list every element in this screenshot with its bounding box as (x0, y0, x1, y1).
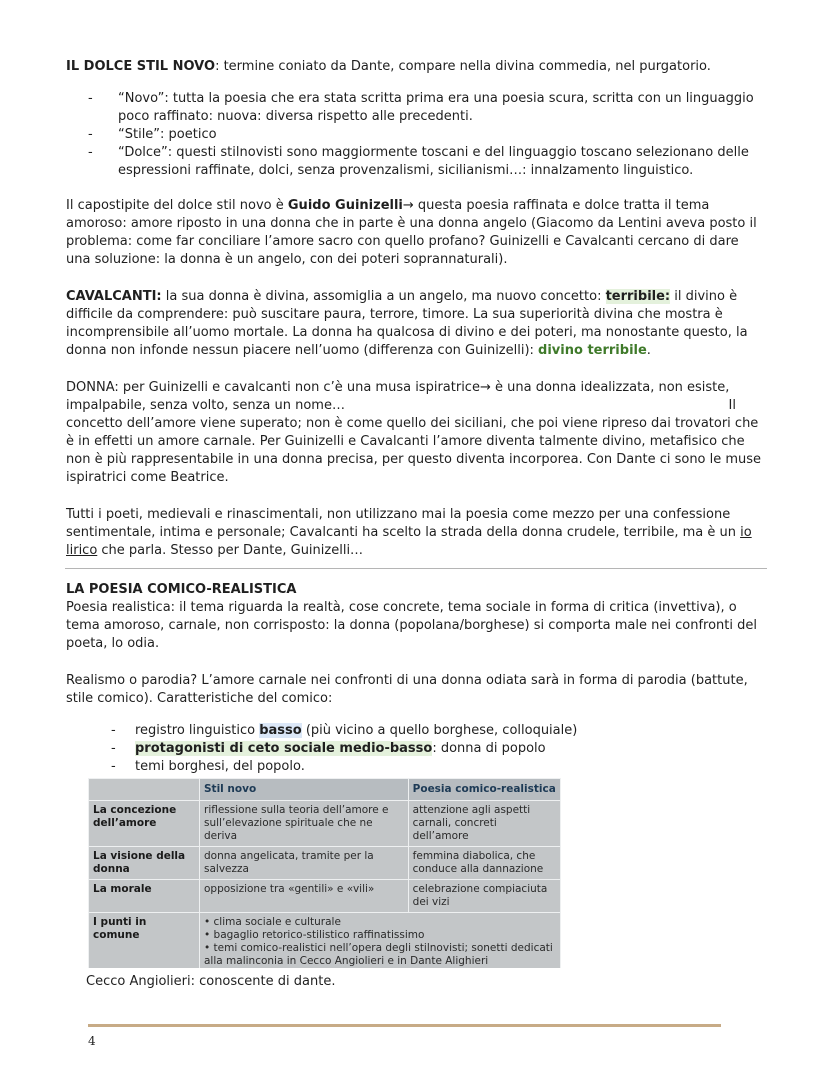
list-item: - “Stile”: poetico (66, 126, 766, 144)
stilnovo-definitions-list (66, 90, 766, 180)
section-dolce-stil-novo-intro: IL DOLCE STIL NOVO: termine coniato da Dante, compare nella divina commedia, nel purgatorio. (66, 59, 711, 74)
realismo-parodia-paragraph: Realismo o parodia? L’amore carnale nei confronti di una donna odiata sarà in forma di parodia (battute, stile comico). Caratteristiche del comico: (66, 673, 748, 706)
highlight-basso: basso (259, 723, 302, 738)
comparison-table (88, 778, 561, 968)
list-item: - protagonisti di ceto sociale medio-basso: donna di popolo (66, 740, 766, 758)
io-lirico-underlined: io lirico (66, 525, 752, 558)
common-points-list (204, 916, 556, 968)
donna-paragraph: DONNA: per Guinizelli e cavalcanti non c’è una musa ispiratrice→ è una donna idealizzata, non esiste, impalpabile, senza volto, senza un nome… Il concetto dell’amore viene superato; non è come quello dei siciliani, che poi viene ripreso dai trovatori che è in effetti un amore carnale. Per Guinizelli e Cavalcanti l’amore diventa talmente divino, metafisico che non è più rappresentabile in una donna precisa, per questo diventa incorporea. Con Dante ci sono le muse ispiratrici come Beatrice. (66, 380, 762, 485)
comico-realistica-heading: LA POESIA COMICO-REALISTICA (66, 582, 297, 597)
table-row: La morale opposizione tra «gentili» e «vili» celebrazione compiaciuta dei vizi (89, 880, 561, 913)
highlight-divino-terribile: divino terribile (538, 343, 647, 358)
poesia-realistica-paragraph: Poesia realistica: il tema riguarda la realtà, cose concrete, tema sociale in forma di critica (invettiva), o tema amoroso, carnale, non corrisposto: la donna (popolana/borghese) si comporta male nei confronti del poeta, lo odia. (66, 600, 757, 651)
highlight-protagonisti: protagonisti di ceto sociale medio-basso (135, 741, 433, 756)
table-row: La concezione dell’amore riflessione sulla teoria dell’amore e sull’elevazione spirituale che ne deriva attenzione agli aspetti carnali, concreti dell’amore (89, 801, 561, 847)
io-lirico-paragraph: Tutti i poeti, medievali e rinascimentali, non utilizzano mai la poesia come mezzo per una confessione sentimentale, intima e personale; Cavalcanti ha scelto la strada della donna crudele, terribile, ma è un io lirico che parla. Stesso per Dante, Guinizelli… (66, 507, 752, 558)
list-item: • temi comico-realistici nell’opera degli stilnovisti; sonetti dedicati alla malinconia in Cecco Angiolieri e in Dante Alighieri (204, 942, 556, 968)
guinizelli-name: Guido Guinizelli (287, 198, 403, 213)
table-row: I punti in comune • clima sociale e culturale • bagaglio retorico-stilistico raffinatissimo • temi comico-realistici nell’opera degli stilnovisti; sonetti dedicati alla malinconia in Cecco Angiolieri e in Dante Alighieri (89, 913, 561, 969)
list-item: • bagaglio retorico-stilistico raffinatissimo (204, 929, 556, 942)
section-divider (65, 568, 767, 569)
highlight-terribile: terribile: (605, 289, 671, 304)
guinizelli-paragraph: Il capostipite del dolce stil novo è Guido Guinizelli→ questa poesia raffinata e dolce tratta il tema amoroso: amore riposto in una donna che in parte è una donna angelo (Giacomo da Lentini aveva posto il problema: come far conciliare l’amore sacro con quello profano? Guinizelli e Cavalcanti cercano di dare una soluzione: la donna è un angelo, con dei poteri soprannaturali). (66, 198, 757, 267)
footer-rule (88, 1024, 721, 1027)
list-item: - “Dolce”: questi stilnovisti sono maggiormente toscani e del linguaggio toscano selezionano delle espressioni raffinate, dolci, senza provenzalismi, sicilianismi…: innalzamento linguistico. (66, 144, 766, 180)
table-header-stil-novo: Stil novo (200, 779, 409, 801)
list-item: - registro linguistico basso (più vicino a quello borghese, colloquiale) (66, 722, 766, 740)
page-number: 4 (88, 1034, 96, 1048)
list-item: • clima sociale e culturale (204, 916, 556, 929)
list-item: - “Novo”: tutta la poesia che era stata scritta prima era una poesia scura, scritta con un linguaggio poco raffinato: nuova: diversa rispetto alle precedenti. (66, 90, 766, 126)
document-body (66, 58, 766, 788)
table-row: La visione della donna donna angelicata, tramite per la salvezza femmina diabolica, che conduce alla dannazione (89, 847, 561, 880)
section-heading: IL DOLCE STIL NOVO (66, 59, 216, 74)
image-caption: Cecco Angiolieri: conoscente di dante. (86, 974, 336, 989)
comico-characteristics-list (66, 722, 766, 776)
cavalcanti-paragraph: CAVALCANTI: la sua donna è divina, assomiglia a un angelo, ma nuovo concetto: terribile: il divino è difficile da comprendere: può suscitare paura, terrore, timore. La sua superiorità divina che mostra è incomprensibile all’uomo mortale. La donna ha qualcosa di divino e dei poteri, ma nonostante questo, la donna non infonde nessun piacere nell’uomo (differenza con Guinizelli): divino terribile. (66, 289, 748, 358)
comparison-table-photo (88, 778, 561, 968)
list-item: - temi borghesi, del popolo. (66, 758, 766, 776)
table-header-comico: Poesia comico-realistica (408, 779, 560, 801)
